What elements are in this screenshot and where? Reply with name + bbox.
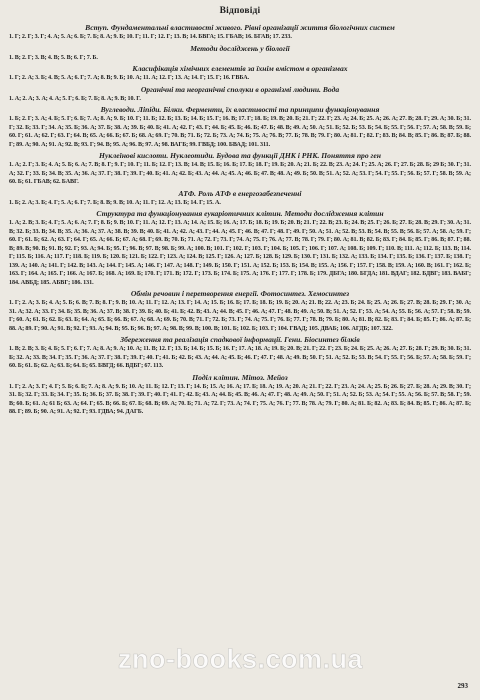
section-answers: 1. А; 2. В; 3. Б; 4. Г; 5. А; 6. А; 7. Г; 8. Б; 9. В; 10. Г; 11. А; 12. Г; 13. А; 14. А; 15. Б; 16. А; 17. Б; 18. Б; 19. Б; 20. В; 21. Г; 22. В; 23. Б; 24. В; 25. Г; 26. Б; 27. Б; 28. В; 29. Г; 30. А; 31. В; 32. Б; 33. В; 34. В; 35. А; 36. А; 37. А; 38. В; 39. В; 40. Б; 41. А; 42. А; 43. Г; 44. А; 45. Г; 46. В; 47. Г; 48. Г; 49. Г; 50. А; 51. А; 52. В; 53. В; 54. В; 55. В; 56. Б; 57. А; 58. А; 59. Г; 60. Г; 61. Б; 62. А; 63. Г; 64. Г; 65. А; 66. Б; 67. А; 68. Г; 69. В; 70. Б; 71. А; 72. Г; 73. Г; 74. А; 75. Г; 76. А; 77. В; 78. Г; 79. Г; 80. А; 81. В; 82. Б; 83. Г; 84. Б; 85. Г; 86. В; 87. Г; 88. В; 89. В; 90. В; 91. В; 92. Г; 93. А; 94. Б; 95. Г; 96. В; 97. В; 98. Б; 99. А; 100. В; 101. Г; 102. Г; 103. Г; 104. Б; 105. Г; 106. Г; 107. А; 108. Б; 109. Г; 110. В; 111. А; 112. Б; 113. В; 114. Г; 115. Б; 116. А; 117. Г; 118. Б; 119. Б; 120. Б; 121. Б; 122. Г; 123. А; 124. В; 125. Г; 126. А; 127. Б; 128. Б; 129. Б; 130. Г; 131. Б; 132. А; 133. Б; 134. Г; 135. Б; 136. Г; 137. Б; 138. Г; 139. А; 140. А; 141. Г; 142. В; 143. А; 144. Г; 145. А; 146. Г; 147. А; 148. Г; 149. Б; 150. Г; 151. А; 152. Б; 153. Б; 154. В; 155. А; 156. Г; 157. Г; 158. В; 159. А; 160. В; 161. Г; 162. Б; 163. Г; 164. А; 165. Г; 166. А; 167. Б; 168. А; 169. Б; 170. Г; 171. В; 172. Г; 173. Б; 174. Б; 175. А; 176. Г; 177. Г; 178. Б; 179. ДБГА; 180. БГДА; 181. ВДАГ; 182. БДВГ; 183. ВАБГ; 184. АВБД; 185. АБВГ; 186. 131. — [9, 220, 471, 286]
section-heading: Вуглеводи. Ліпіди. Білки. Ферменти, їх властивості та принципи функціонування — [100, 105, 380, 114]
section-heading: Структура та функціонування еукаріотичних клітин. Методи дослідження клітин — [96, 209, 384, 218]
section-answers: 1. Б; 2. Г; 3. А; 4. Б; 5. Г; 6. Б; 7. А; 8. А; 9. Б; 10. Г; 11. Б; 12. Б; 13. Б; 14. Б; 15. Г; 16. В; 17. Г; 18. Б; 19. В; 20. Б; 21. Г; 22. Г; 23. А; 24. Б; 25. А; 26. А; 27. В; 28. Г; 29. А; 30. Б; 31. Г; 32. Б; 33. Г; 34. А; 35. Б; 36. А; 37. Б; 38. А; 39. Б; 40. Б; 41. А; 42. Г; 43. Г; 44. Б; 45. Б; 46. Б; 47. Б; 48. В; 49. А; 50. А; 51. Б; 52. Б; 53. Б; 54. Б; 55. Г; 56. Г; 57. А; 58. В; 59. Б; 60. Г; 61. А; 62. Г; 63. Г; 64. В; 65. А; 66. Б; 67. Б; 68. А; 69. Г; 70. В; 71. Б; 72. Б; 73. А; 74. Б; 75. А; 76. В; 77. Б; 78. В; 79. Г; 80. А; 81. Г; 82. Г; 83. В; 84. В; 85. Г; 86. В; 87. Б; 88. Г; 89. А; 90. А; 91. А; 92. В; 93. Г; 94. В; 95. А; 96. В; 97. А; 98. ВАГБ; 99. ГВБД; 100. БВАД; 101. 311. — [9, 116, 471, 148]
section-answers: 1. А; 2. Г; 3. Б; 4. А; 5. Б; 6. А; 7. В; 8. Г; 9. Г; 10. Г; 11. Б; 12. Г; 13. В; 14. В; 15. Б; 16. Б; 17. Б; 18. Г; 19. Б; 20. А; 21. Б; 22. В; 23. А; 24. Г; 25. А; 26. Г; 27. Б; 28. Б; 29 Б; 30. Г; 31. А; 32. Г; 33. Б; 34. В; 35. А; 36. А; 37. Г; 38. Г; 39. Г; 40. Б; 41. А; 42. Б; 43. А; 44. А; 45. А; 46. Б; 47. В; 48. А; 49. Б; 50. В; 51. А; 52. А; 53. Г; 54. Г; 55. Г; 56. Б; 57. Г; 58. В; 59. А; 60. Б; 61. ГБАВ; 62. БАВГ. — [9, 162, 471, 185]
section-answers: 1. Г; 2. Г; 3. Г; 4. А; 5. А; 6. Б; 7. Б; 8. А; 9. Б; 10. Г; 11. Г; 12. Г; 13. В; 14. БВГА; 15. ГБАВ; 16. БГАВ; 17. 233. — [9, 34, 292, 40]
answer-section — [9, 23, 471, 42]
section-heading: Збереження та реалізація спадкової інформації. Гени. Біосинтез білків — [120, 335, 360, 344]
answer-section — [9, 335, 471, 371]
answer-section — [9, 189, 471, 208]
section-heading: Методи досліджень у біології — [190, 43, 290, 53]
section-answers: 1. Б; 2. А; 3. Б; 4. Г; 5. А; 6. Г; 7. Б; 8. В; 9. В; 10. А; 11. Г; 12. А; 13. Б; 14. Г; 15. А. — [9, 199, 221, 206]
section-heading: АТФ. Роль АТФ в енергозабезпеченні — [178, 188, 302, 198]
answer-section — [9, 289, 471, 333]
section-answers: 1. В; 2. Г; 3. В; 4. В; 5. В; 6. Г; 7. Б. — [9, 54, 98, 61]
answer-section — [9, 151, 471, 187]
answer-section — [9, 105, 471, 149]
section-answers: 1. Г; 2. А; 3. Б; 4. В; 5. А; 6. Г; 7. А; 8. В; 9. Б; 10. А; 11. А; 12. Г; 13. А; 14. Г; 15. Г; 16. ГВБА. — [9, 75, 250, 81]
answer-section — [9, 373, 471, 417]
answer-section — [9, 85, 471, 104]
page-number: 293 — [457, 682, 468, 690]
answer-section — [9, 44, 471, 63]
page-title: Відповіді — [219, 6, 261, 16]
section-heading: Вступ. Фундаментальні властивості живого. Рівні організації життя біологічних систем — [85, 23, 395, 32]
section-answers: 1. В; 2. В; 3. Б; 4. Б; 5. Г; 6. Г; 7. А; 8. А; 9. А; 10. А; 11. В; 12. Г; 13. Б; 14. Б; 15. Б; 16. Г; 17. А; 18. А; 19. Б; 20. В; 21. Г; 22. Г; 23. Б; 24. Б; 25. А; 26. А; 27. Б; 28. Г; 29. В; 30. Б; 31. Б; 32. А; 33. В; 34. Г; 35. Г; 36. А; 37. Г; 38. Г; 39. Г; 40. Г; 41. Б; 42. Б; 43. А; 44. А; 45. Б; 46. Г; 47. Г; 48. А; 49. В; 50. Г; 51. А; 52. Б; 53. В; 54. Г; 55. Г; 56. Б; 57. А; 58. Б; 59. Г; 60. Б; 61. Б; 62. А; 63. Б; 64. Б; 65. БВГД; 66. ВДБГ; 67. 113. — [9, 346, 471, 369]
section-answers: 1. А; 2. А; 3. А; 4. А; 5. Г; 6. Б; 7. Б; 8. А; 9. В; 10. Г. — [9, 95, 141, 102]
answer-section — [9, 64, 471, 83]
section-heading: Поділ клітин. Мітоз. Мейоз — [192, 372, 288, 382]
answer-sections — [9, 22, 471, 419]
section-heading: Органічні та неорганічні сполуки в організмі людини. Вода — [140, 84, 340, 94]
watermark-text: zno-books.com.ua — [118, 644, 364, 674]
section-heading: Класифікація хімічних елементів за їхнім вмістом в організмах — [132, 64, 348, 73]
section-heading: Нуклеїнові кислоти. Нуклеотиди. Будова та функції ДНК і РНК. Поняття про ген — [99, 151, 381, 160]
answer-section — [9, 209, 471, 287]
section-answers: 1. Г; 2. А; 3. Б; 4. А; 5. Б; 6. В; 7. В; 8. Г; 9. В; 10. А; 11. Г; 12. А; 13. Г; 14. А; 15. Б; 16. Б; 17. Б; 18. Б; 19. Б; 20. А; 21. В; 22. А; 23. Б; 24. Б; 25. А; 26. Б; 27. В; 28. Б; 29. Г; 30. А; 31. А; 32. А; 33. Г; 34. Б; 35. В; 36. А; 37. В; 38. Г; 39. Б; 40. Б; 41. Б; 42. В; 43. А; 44. В; 45. Г; 46. А; 47. Г; 48. В; 49. А; 50. В; 51. А; 52. Г; 53. А; 54. А; 55. Б; 56. А; 57. Г; 58. В; 59. Г; 60. А; 61. Б; 62. Б; 63. Б; 64. А; 65. Б; 66. В; 67. А; 68. А; 69. Б; 70. В; 71. Г; 72. Б; 73. Г; 74. А; 75. Г; 76. Б; 77. Г; 78. В; 79. Б; 80. А; 81. В; 82. Б; 83. Г; 84. Б; 85. Г; 86. А; 87. Б; 88. А; 89. Г; 90. А; 91. В; 92. Г; 93. А; 94. В; 95. Б; 96. В; 97. А; 98. В; 99. В; 100. В; 101. Б; 102. Б; 103. Г; 104. ГВАД; 105. ДВАБ; 106. АГДБ; 107. 322. — [9, 300, 471, 332]
section-heading: Обмін речовин і перетворення енергії. Фотосинтез. Хемосинтез — [130, 289, 350, 298]
section-answers: 1. Г; 2. А; 3. Г; 4. Г; 5. Б; 6. Б; 7. А; 8. А; 9. Б; 10. А; 11. Б; 12. Г; 13. Г; 14. Б; 15. А; 16. А; 17. Б; 18. А; 19. А; 20. А; 21. Г; 22. Г; 23. А; 24. А; 25. Б; 26. Б; 27. Б; 28. А; 29. В; 30. Г; 31. Б; 32. Г; 33. Б; 34. Г; 35. Б; 36. Б; 37. Б; 38. Г; 39. Г; 40. Г; 41. Г; 42. Б; 43. А; 44. Б; 45. В; 46. А; 47. Г; 48. А; 49. А; 50. Г; 51. А; 52. Б; 53. А; 54. Г; 55. А; 56. Б; 57. В; 58. Г; 59. В; 60. Б; 61. А; 61 Б; 63. А; 64. Г; 65. В; 66. Б; 67. Б; 68. В; 69. А; 70. Б; 71. А; 72. Г; 73. А; 74. Г; 75. А; 76. Г; 77. В; 78. А; 79. Г; 80. А; 81. Б; 82. А; 83. Б; 84. В; 85. Г; 86. А; 87. Б; 88. Г; 89. Б; 90. А; 91. А; 92. Г; 93. ГДВА; 94. ДАГБ. — [9, 383, 471, 415]
